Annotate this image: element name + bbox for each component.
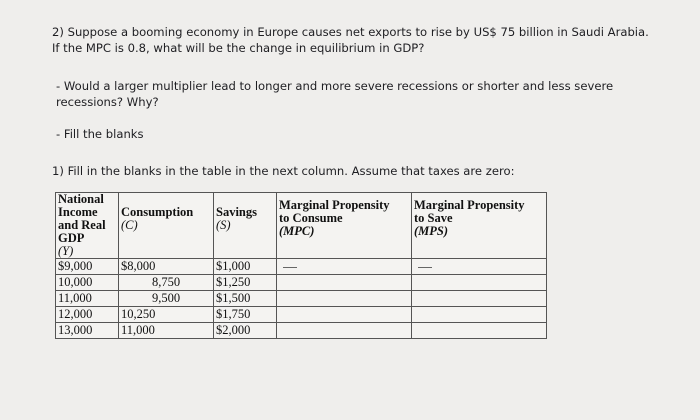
cell-savings: $2,000 bbox=[214, 323, 277, 339]
question-table-instructions: 1) Fill in the blanks in the table in the next column. Assume that taxes are zero: bbox=[52, 164, 515, 178]
header-savings-symbol: (S) bbox=[216, 217, 231, 232]
header-consumption bbox=[119, 193, 214, 259]
header-mps-line2: to Save bbox=[414, 211, 453, 225]
question-net-exports-line2: If the MPC is 0.8, what will be the change in equilibrium in GDP? bbox=[52, 41, 425, 55]
cell-savings: $1,250 bbox=[214, 275, 277, 291]
header-gdp-symbol: (Y) bbox=[58, 244, 74, 258]
header-savings-line1: Savings bbox=[216, 204, 257, 219]
gdp-table bbox=[55, 192, 547, 339]
table-row bbox=[56, 275, 547, 291]
cell-consumption: 8,750 bbox=[119, 275, 214, 291]
cell-consumption: $8,000 bbox=[119, 259, 214, 275]
question-multiplier-line2: recessions? Why? bbox=[56, 95, 159, 109]
header-mps-line1: Marginal Propensity bbox=[414, 198, 525, 212]
cell-savings: $1,750 bbox=[214, 307, 277, 323]
cell-consumption: 10,250 bbox=[119, 307, 214, 323]
cell-mps-blank[interactable] bbox=[412, 259, 547, 275]
header-mpc-symbol: (MPC) bbox=[279, 224, 315, 238]
header-consumption-line1: Consumption bbox=[121, 204, 194, 219]
cell-consumption: 9,500 bbox=[119, 291, 214, 307]
header-mpc bbox=[277, 193, 412, 259]
header-gdp-line1: National bbox=[58, 192, 104, 206]
cell-gdp: 13,000 bbox=[56, 323, 119, 339]
question-multiplier bbox=[56, 78, 676, 110]
table-row bbox=[56, 259, 547, 275]
cell-mpc-blank[interactable] bbox=[277, 275, 412, 291]
table-row bbox=[56, 307, 547, 323]
question-fill-blanks: - Fill the blanks bbox=[56, 127, 144, 141]
question-multiplier-line1: - Would a larger multiplier lead to longer and more severe recessions or shorter and less severe bbox=[56, 79, 614, 93]
cell-gdp: $9,000 bbox=[56, 259, 119, 275]
header-mps bbox=[412, 193, 547, 259]
header-mpc-line2: to Consume bbox=[279, 211, 343, 225]
cell-mpc-blank[interactable] bbox=[277, 259, 412, 275]
header-gdp-line3: and Real bbox=[58, 218, 106, 232]
header-mpc-line1: Marginal Propensity bbox=[279, 198, 390, 212]
header-mps-symbol: (MPS) bbox=[414, 224, 449, 238]
cell-gdp: 12,000 bbox=[56, 307, 119, 323]
cell-mpc-blank[interactable] bbox=[277, 291, 412, 307]
question-net-exports-line1: 2) Suppose a booming economy in Europe causes net exports to rise by US$ 75 billion in Saudi Arabia. bbox=[52, 25, 649, 39]
header-gdp-line2: Income bbox=[58, 205, 98, 219]
cell-mps-blank[interactable] bbox=[412, 323, 547, 339]
header-gdp bbox=[56, 193, 119, 259]
cell-mps-blank[interactable] bbox=[412, 291, 547, 307]
table-row bbox=[56, 323, 547, 339]
cell-consumption: 11,000 bbox=[119, 323, 214, 339]
dash-mark bbox=[283, 267, 297, 268]
table-row bbox=[56, 291, 547, 307]
cell-mps-blank[interactable] bbox=[412, 307, 547, 323]
header-gdp-line4: GDP bbox=[58, 231, 85, 245]
dash-mark bbox=[418, 267, 432, 268]
cell-savings: $1,000 bbox=[214, 259, 277, 275]
cell-gdp: 11,000 bbox=[56, 291, 119, 307]
question-net-exports bbox=[52, 24, 692, 56]
cell-savings: $1,500 bbox=[214, 291, 277, 307]
cell-mps-blank[interactable] bbox=[412, 275, 547, 291]
cell-gdp: 10,000 bbox=[56, 275, 119, 291]
cell-mpc-blank[interactable] bbox=[277, 323, 412, 339]
header-consumption-symbol: (C) bbox=[121, 217, 138, 232]
table-header-row bbox=[56, 193, 547, 259]
header-savings bbox=[214, 193, 277, 259]
cell-mpc-blank[interactable] bbox=[277, 307, 412, 323]
